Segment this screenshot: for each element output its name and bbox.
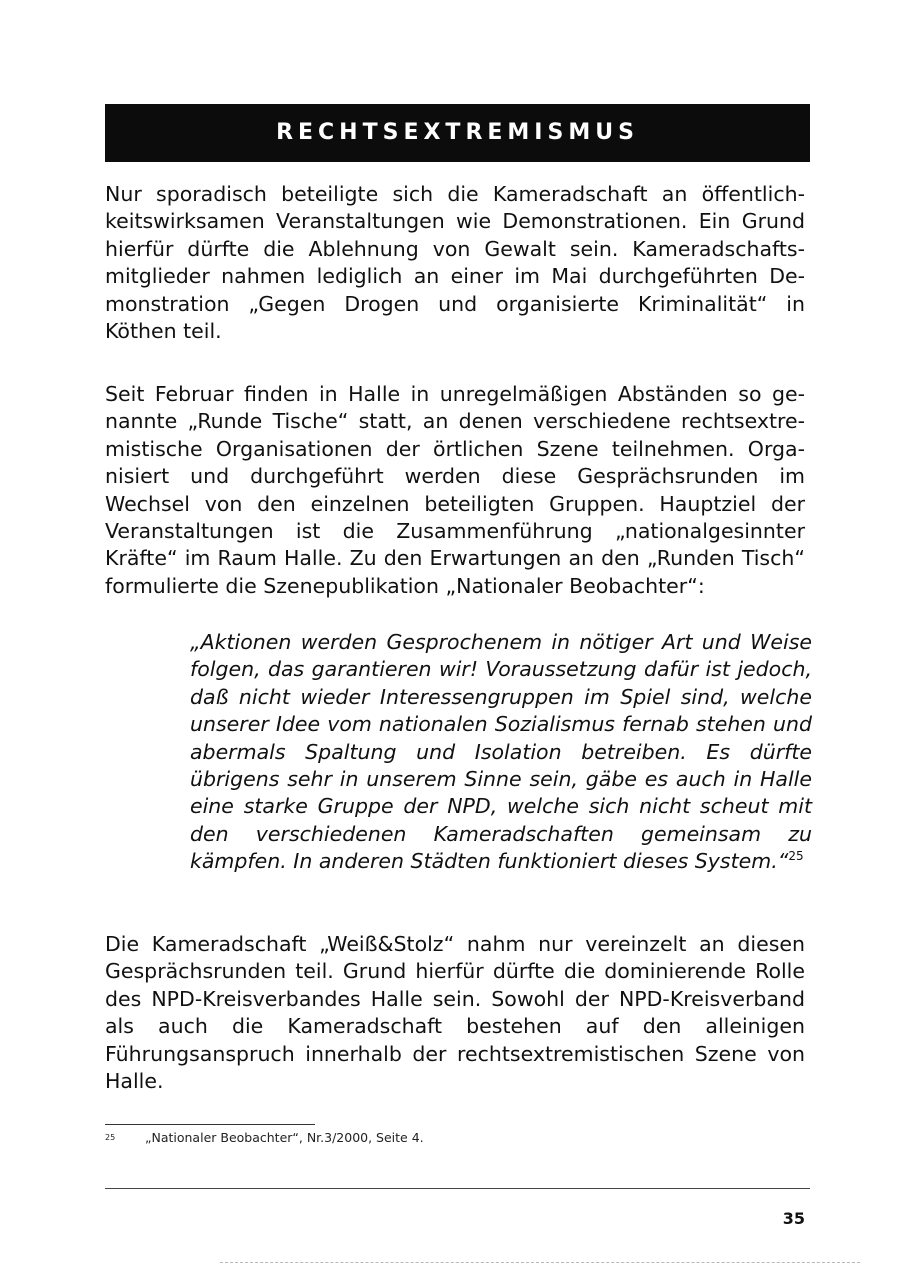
section-title: RECHTSEXTREMISMUS: [276, 120, 639, 145]
section-header-bar: [105, 104, 810, 162]
body-paragraph-1: Nur sporadisch beteiligte sich die Kameradschaft an öffentlichkeitswirksamen Veranstaltungen wie Demonstrationen. Ein Grund hierfür dürfte die Ablehnung von Gewalt sein. Kameradschaftsmitglieder nahmen lediglich an einer im Mai durchgeführten Demonstration „Gegen Drogen und organisierte Kriminalität“ in Köthen teil.: [105, 182, 805, 344]
footnote-marker: 25: [105, 1133, 116, 1142]
footnote: [105, 1130, 805, 1146]
body-paragraph-3: Die Kameradschaft „Weiß&Stolz“ nahm nur vereinzelt an diesen Gesprächsrunden teil. Grund hierfür dürfte die dominierende Rolle des NPD-Kreisverbandes Halle sein. Sowohl der NPD-Kreisverband als auch die Kameradschaft bestehen auf den alleinigen Führungsanspruch innerhalb der rechtsextremistischen Szene von Halle.: [105, 932, 805, 1094]
block-quote: [190, 629, 812, 876]
block-quote-text: „Aktionen werden Gesprochenem in nötiger Art und Weise folgen, das garantieren wir! Voraussetzung dafür ist jedoch, daß nicht wieder Interessengruppen im Spiel sind, welche unserer Idee vom nationalen Sozialismus fernab stehen und abermals Spaltung und Isolation betreiben. Es dürfte übrigens sehr in unserem Sinne sein, gäbe es auch in Halle eine starke Gruppe der NPD, welche sich nicht scheut mit den verschiedenen Kameradschaften gemeinsam zu kämpfen. In anderen Städten funktioniert dieses System.“: [190, 630, 812, 874]
footnote-separator: [105, 1124, 315, 1125]
page-bottom-rule: [105, 1188, 810, 1189]
footnote-text: „Nationaler Beobachter“, Nr.3/2000, Seite 4.: [145, 1130, 424, 1145]
page-number: 35: [782, 1209, 805, 1228]
scan-edge-line: [220, 1262, 860, 1263]
footnote-reference: 25: [788, 849, 804, 864]
body-paragraph-2: Seit Februar finden in Halle in unregelmäßigen Abständen so genannte „Runde Tische“ statt, an denen verschiedene rechtsextremistische Organisationen der örtlichen Szene teilnehmen. Organisiert und durchgeführt werden diese Gesprächsrunden im Wechsel von den einzelnen beteiligten Gruppen. Hauptziel der Veranstaltungen ist die Zusammenführung „nationalgesinnter Kräfte“ im Raum Halle. Zu den Erwartungen an den „Runden Tisch“ formulierte die Szenepublikation „Nationaler Beobachter“:: [105, 382, 805, 598]
